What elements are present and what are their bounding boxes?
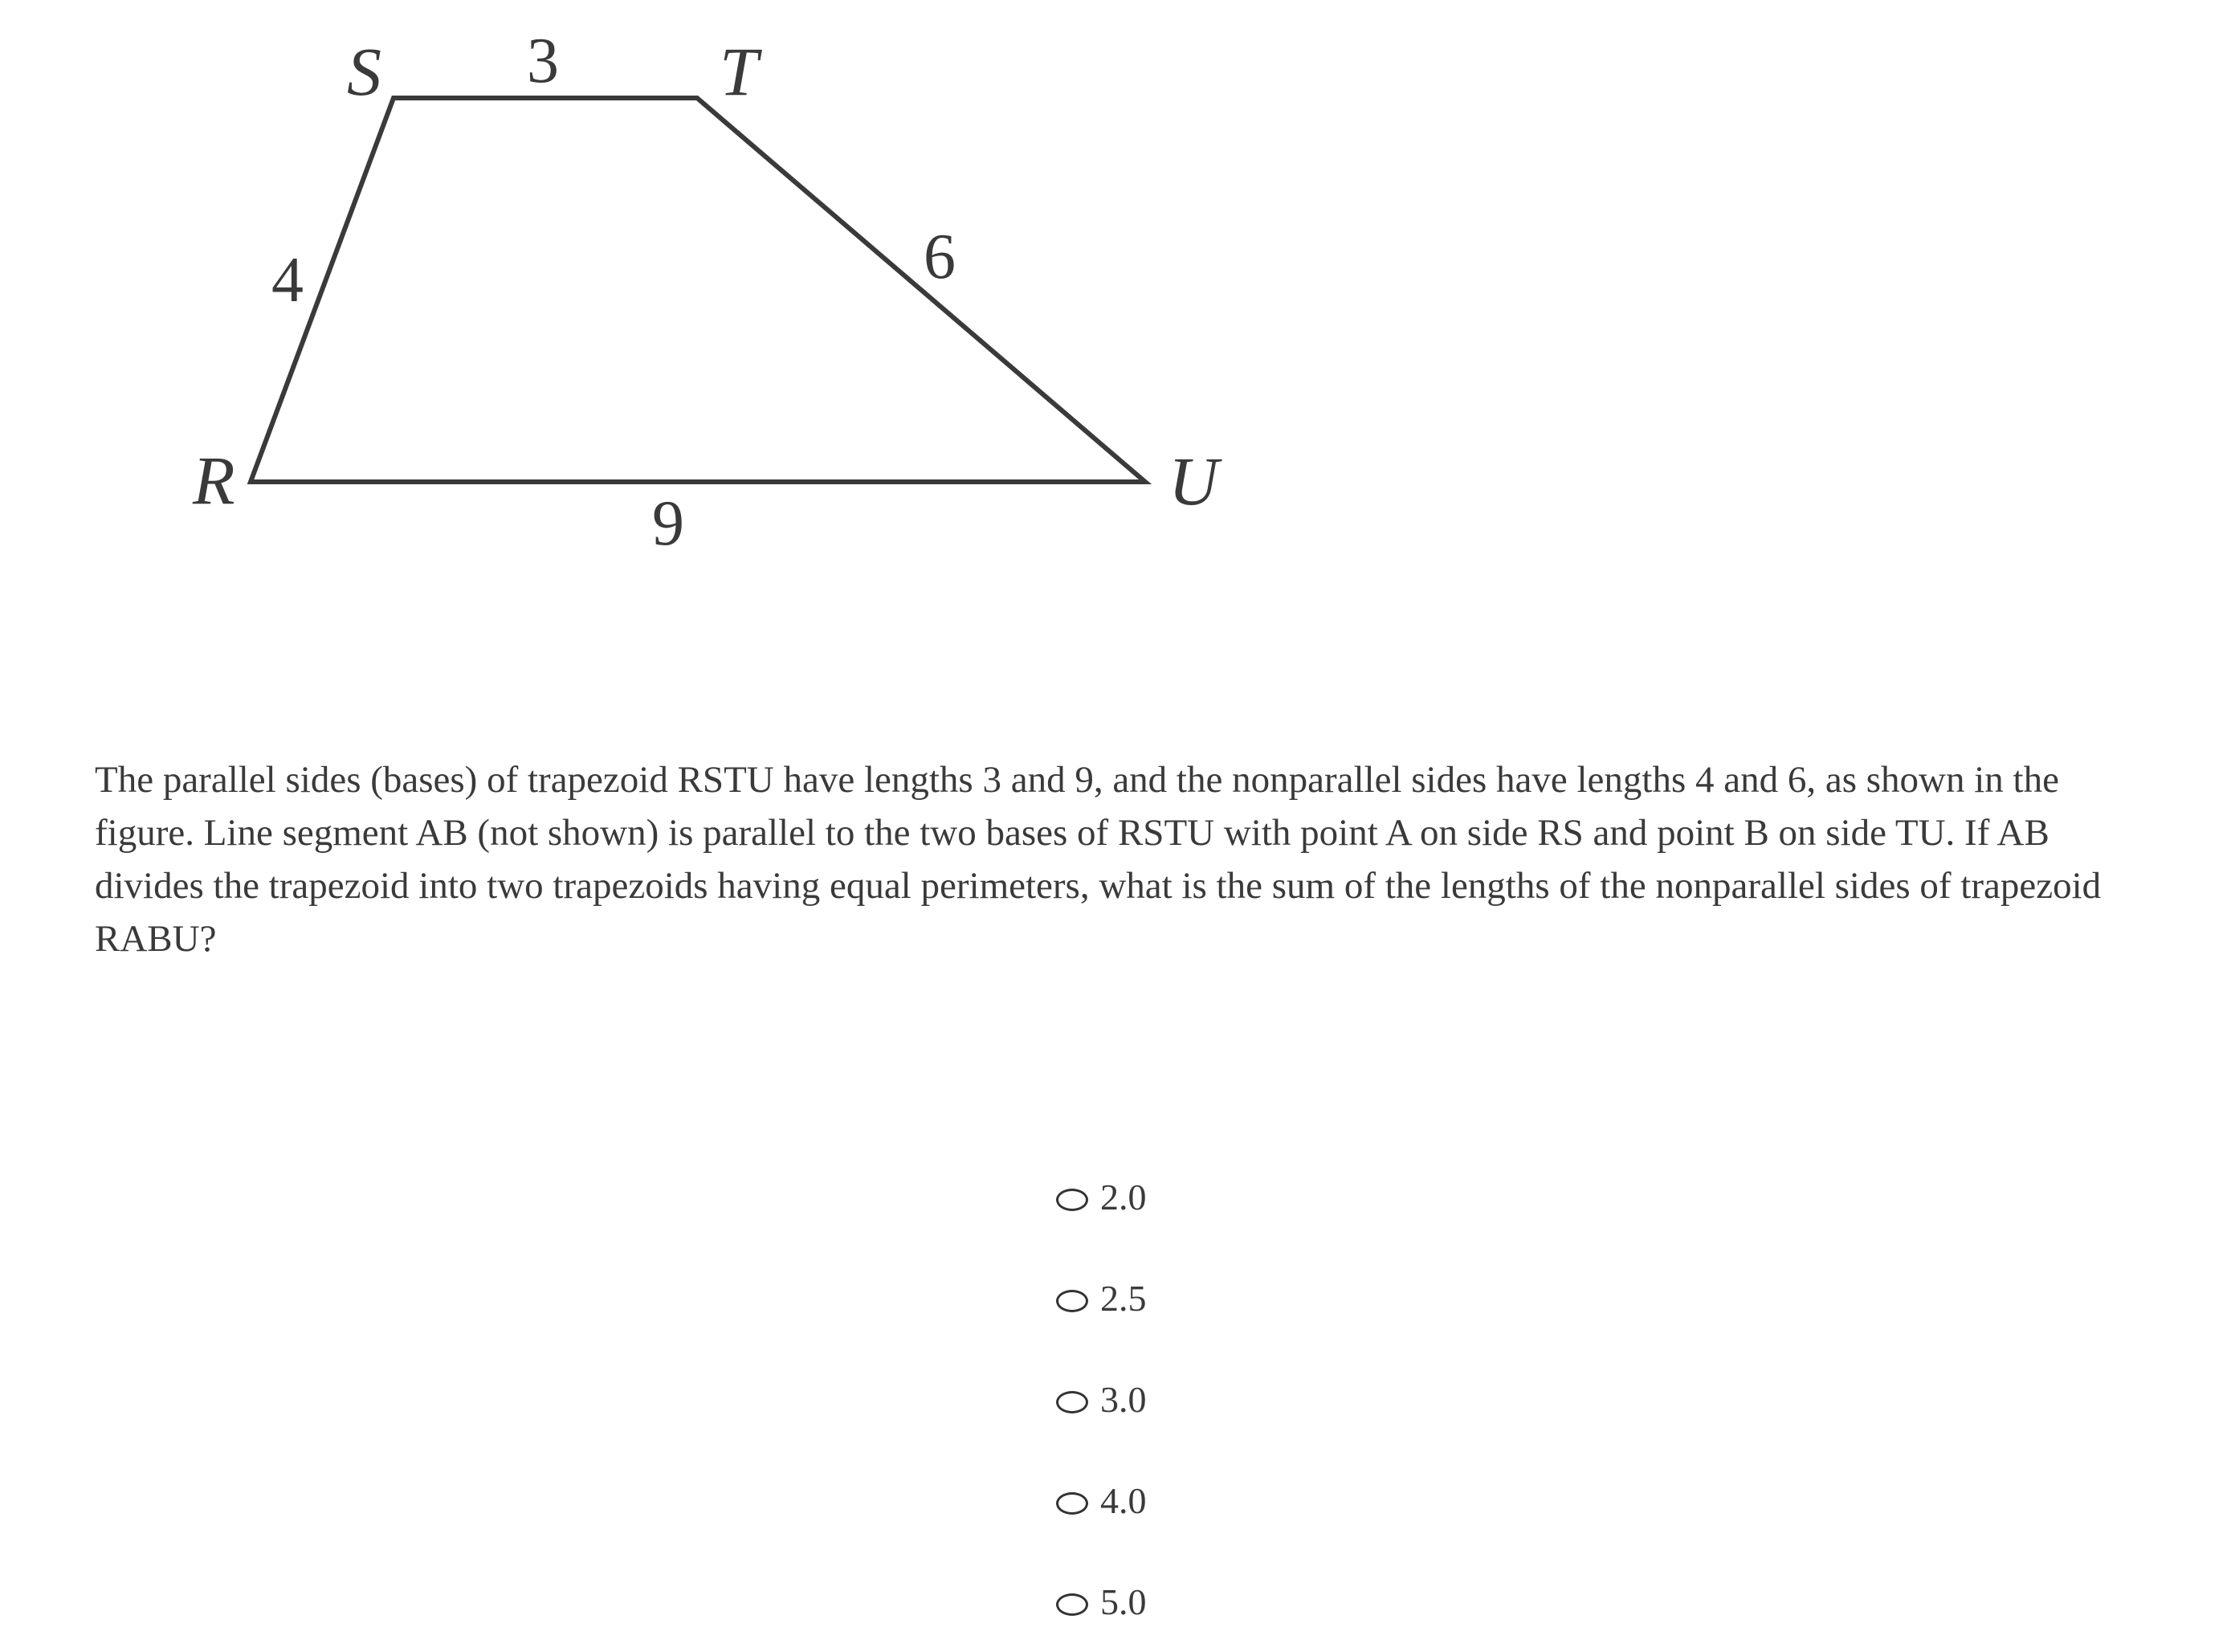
choice-option[interactable] <box>1056 1247 1147 1348</box>
choice-label: 2.0 <box>1100 1176 1147 1218</box>
choice-label: 4.0 <box>1100 1479 1147 1521</box>
choice-option[interactable] <box>1056 1348 1147 1450</box>
choice-label: 3.0 <box>1100 1378 1147 1420</box>
radio-button-icon[interactable] <box>1056 1391 1088 1413</box>
trapezoid-figure <box>0 0 1285 578</box>
choice-option[interactable] <box>1056 1450 1147 1551</box>
vertex-label-s: S <box>347 33 381 110</box>
side-length-rs: 4 <box>271 245 304 316</box>
vertex-label-u: U <box>1168 443 1219 520</box>
choice-option[interactable] <box>1056 1146 1147 1247</box>
question-text: The parallel sides (bases) of trapezoid RSTU have lengths 3 and 9, and the nonparallel sides have lengths 4 and 6, as shown in the figure. Line segment AB (not shown) is parallel to the two bases of RSTU with point A on side RS and point B on side TU. If AB divides the trapezoid into two trapezoids having equal perimeters, what is the sum of the lengths of the nonparallel sides of trapezoid RABU? <box>95 759 2102 960</box>
answer-choices <box>1056 1146 1147 1652</box>
radio-button-icon[interactable] <box>1056 1593 1088 1616</box>
side-length-ru: 9 <box>652 488 684 559</box>
vertex-label-r: R <box>193 442 235 519</box>
radio-button-icon[interactable] <box>1056 1492 1088 1515</box>
trapezoid-outline <box>251 98 1145 482</box>
vertex-label-t: T <box>720 33 758 110</box>
side-length-st: 3 <box>527 26 559 96</box>
side-length-tu: 6 <box>924 222 956 292</box>
choice-label: 2.5 <box>1100 1277 1147 1319</box>
choice-label: 5.0 <box>1100 1581 1147 1622</box>
radio-button-icon[interactable] <box>1056 1290 1088 1312</box>
radio-button-icon[interactable] <box>1056 1189 1088 1211</box>
choice-option[interactable] <box>1056 1551 1147 1652</box>
